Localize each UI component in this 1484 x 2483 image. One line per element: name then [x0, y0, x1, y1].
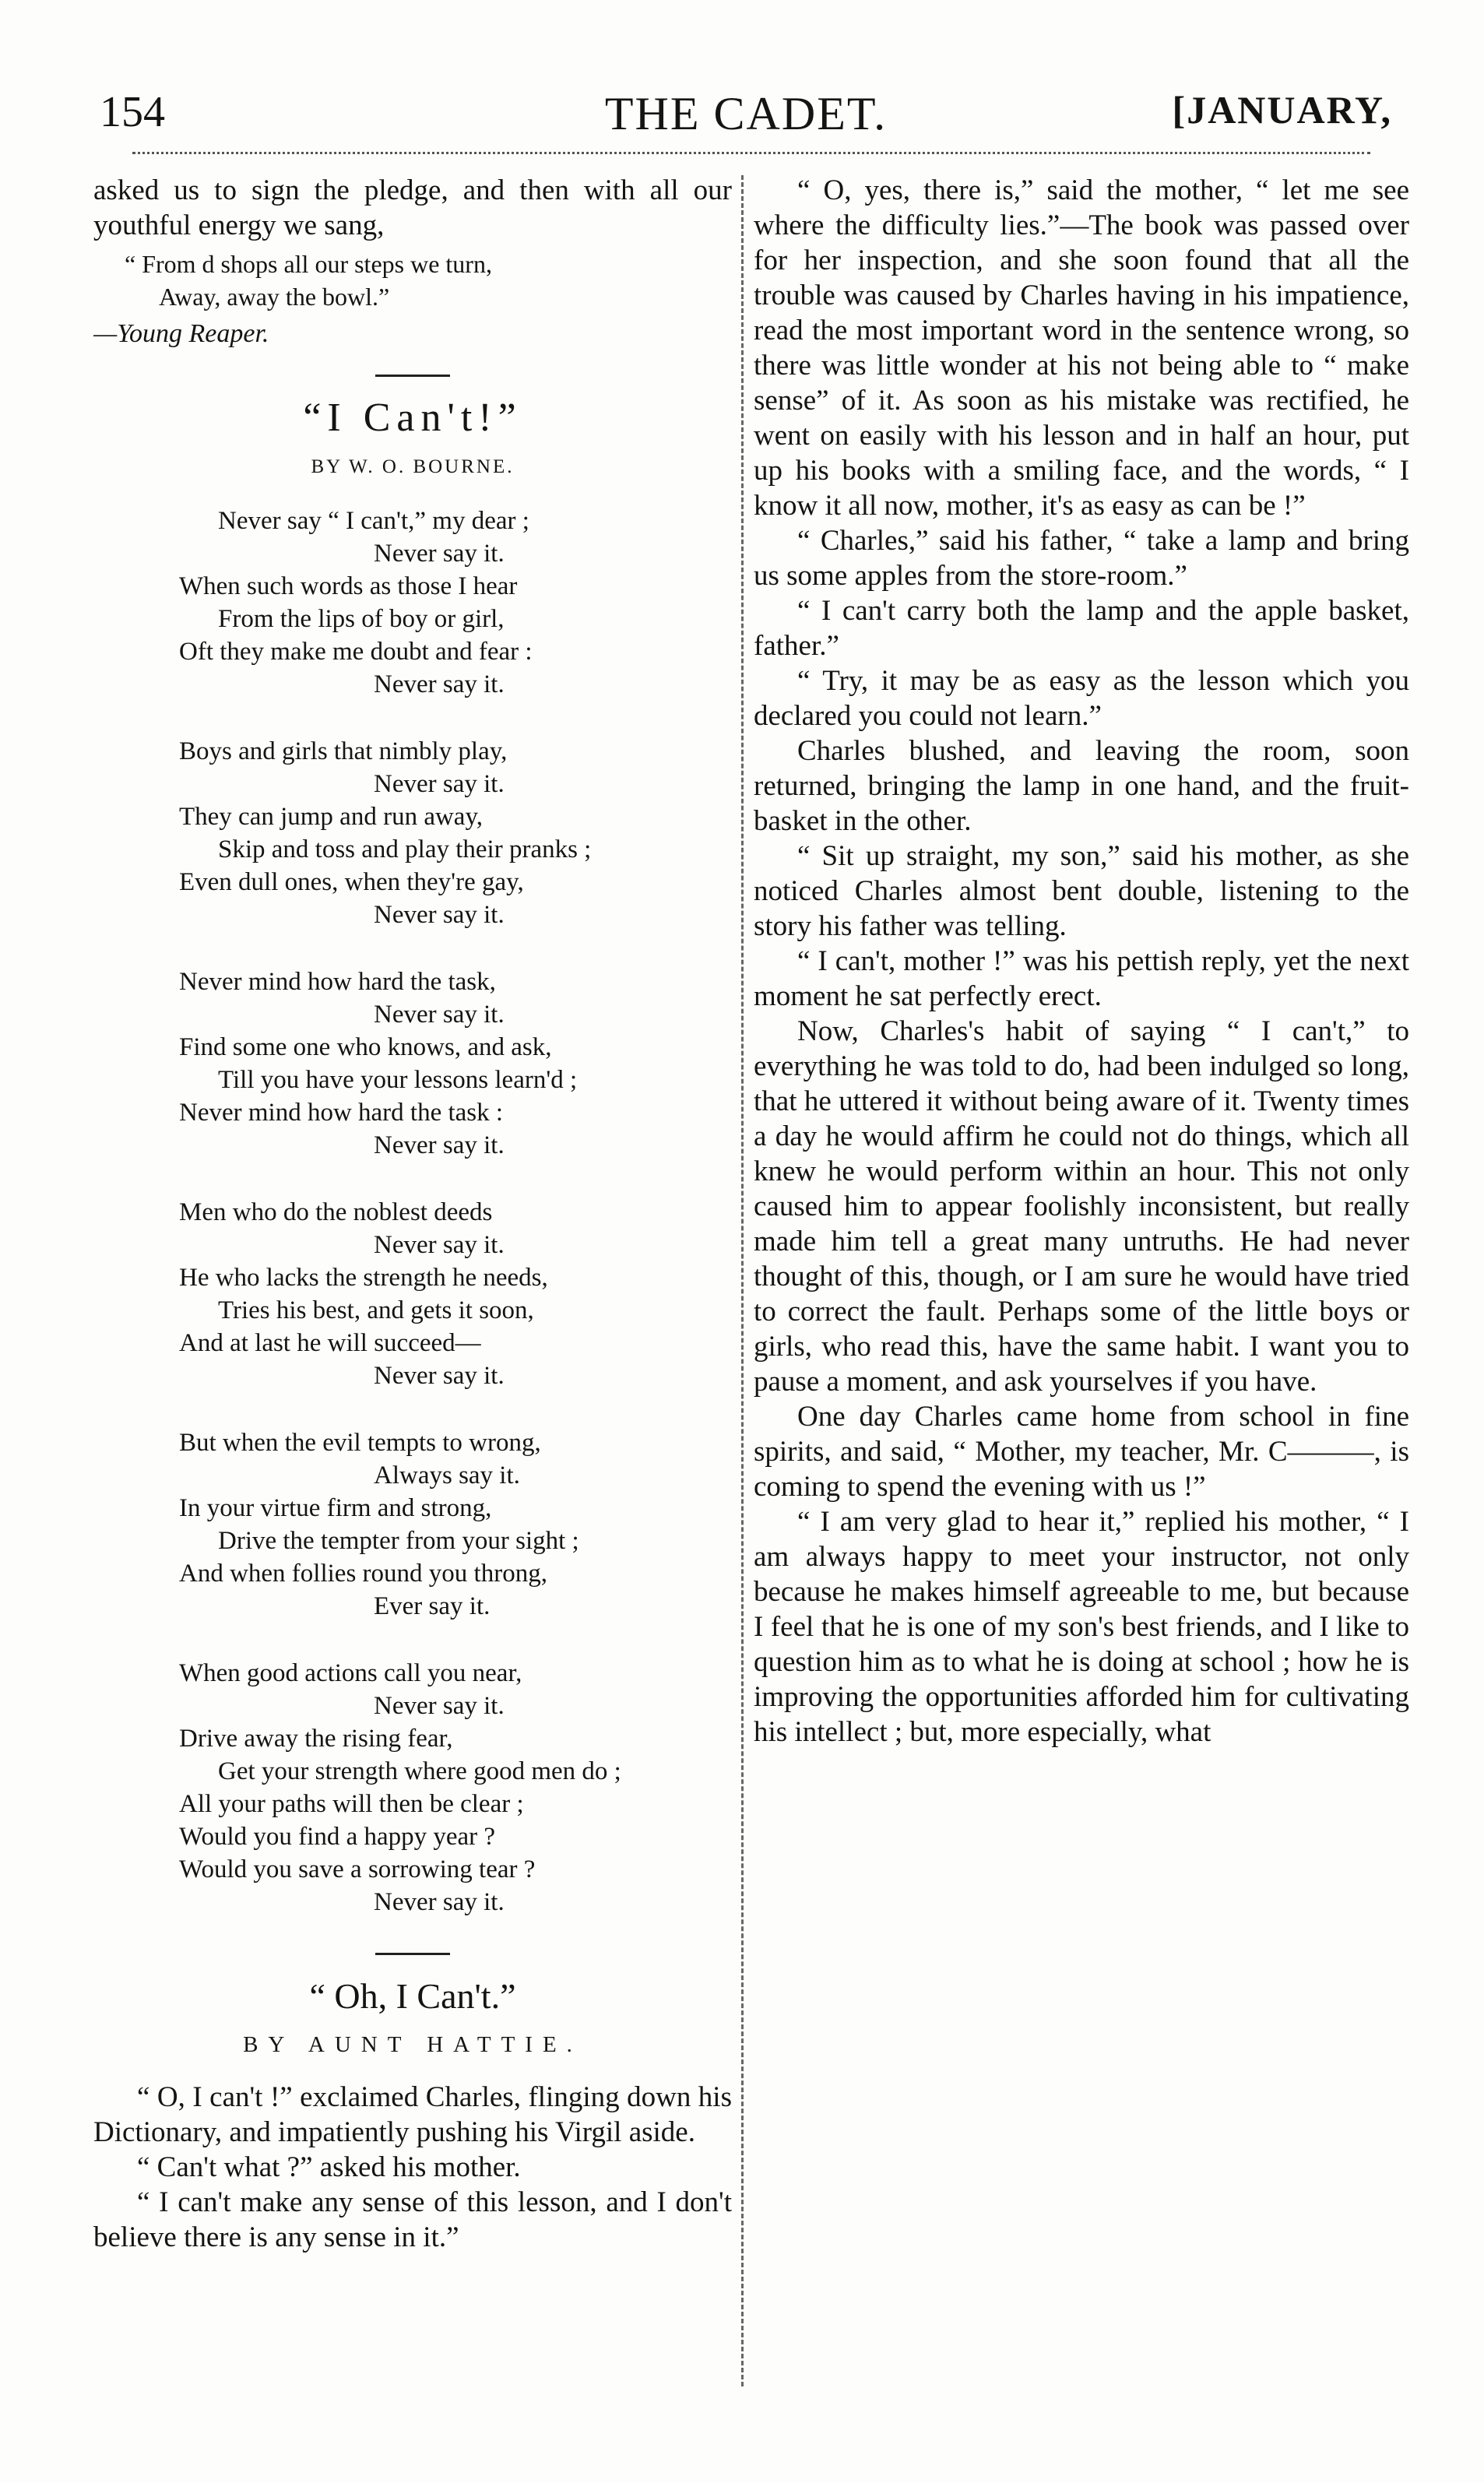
poem-line: They can jump and run away,: [179, 803, 484, 831]
poem-line: Find some one who knows, and ask,: [179, 1033, 552, 1061]
poem-line: When good actions call you near,: [179, 1659, 522, 1687]
poem-stanza: [179, 735, 709, 931]
story-paragraph: “ O, I can't !” exclaimed Charles, flinging down his Dictionary, and impatiently pushing his Virgil aside.: [93, 2081, 732, 2148]
story-paragraph: “ Charles,” said his father, “ take a lamp and bring us some apples from the store-room.”: [754, 525, 1409, 592]
poem-line: Boys and girls that nimbly play,: [179, 737, 508, 765]
poem-line: Get your strength where good men do ;: [218, 1757, 621, 1785]
story-paragraph: “ Try, it may be as easy as the lesson which you declared you could not learn.”: [754, 665, 1409, 732]
poem-line: Would you save a sorrowing tear ?: [179, 1855, 536, 1883]
poem-line: Never mind how hard the task :: [179, 1099, 504, 1127]
story-paragraph: “ Can't what ?” asked his mother.: [137, 2151, 521, 2183]
page-header: [100, 87, 1392, 157]
story-byline: BY AUNT HATTIE.: [243, 2032, 582, 2057]
poem-line: Always say it.: [374, 1461, 520, 1489]
left-column: [93, 173, 732, 2400]
poem-line: Skip and toss and play their pranks ;: [218, 835, 592, 863]
poem-line: Never say it.: [374, 1692, 505, 1720]
poem-line: Would you find a happy year ?: [179, 1823, 496, 1851]
poem-line: And when follies round you throng,: [179, 1560, 547, 1588]
poem-line: Drive away the rising fear,: [179, 1725, 453, 1753]
right-column: [754, 173, 1409, 2400]
section-rule: [375, 375, 450, 377]
poem-line: Never say it.: [374, 670, 505, 698]
story-paragraph: “ I am very glad to hear it,” replied his mother, “ I am always happy to meet your instructor, not only because he makes himself agreeable to me, but because I feel that he is one of my son's best friends, and I like to question him as to what he is doing at school ; how he is improving the opportunities afforded him for cultivating his intellect ; but, more especially, what: [754, 1506, 1409, 1748]
poem-line: When such words as those I hear: [179, 572, 518, 600]
poem-line: Tries his best, and gets it soon,: [218, 1296, 534, 1324]
poem-stanza: [179, 1196, 709, 1392]
poem-line: Men who do the noblest deeds: [179, 1198, 493, 1226]
poem-line: All your paths will then be clear ;: [179, 1790, 524, 1818]
poem-line: Never say “ I can't,” my dear ;: [218, 507, 529, 535]
poem-line: Never say it.: [374, 1888, 505, 1916]
poem-stanza: [179, 1426, 709, 1623]
issue-month: [JANUARY,: [1172, 88, 1392, 132]
poem-line: Till you have your lessons learn'd ;: [218, 1066, 578, 1094]
poem-line: Never say it.: [374, 1362, 505, 1390]
story-paragraph: Charles blushed, and leaving the room, soon returned, bringing the lamp in one hand, and the fruit-basket in the other.: [754, 735, 1409, 837]
poem-line: Even dull ones, when they're gay,: [179, 868, 524, 896]
section-rule: [375, 1953, 450, 1955]
poem-line: Never mind how hard the task,: [179, 968, 496, 996]
poem-line: Drive the tempter from your sight ;: [218, 1527, 579, 1555]
poem-line: And at last he will succeed—: [179, 1329, 481, 1357]
story-paragraph: “ I can't make any sense of this lesson, and I don't believe there is any sense in it.”: [93, 2186, 732, 2253]
poem-stanza: [179, 1657, 709, 1919]
poem-byline: BY W. O. BOURNE.: [311, 456, 515, 477]
story-paragraph: Now, Charles's habit of saying “ I can't,” to everything he was told to do, had been indulged so long, that he uttered it without being aware of it. Twenty times a day he would affirm he could not do things, which all knew he would perform within an hour. This not only caused him to appear foolishly inconsistent, but really made him tell a great many untruths. He had never thought of this, though, or I am sure he would have tried to correct the fault. Perhaps some of the little boys or girls, who read this, have the same habit. I want you to pause a moment, and ask yourselves if you have.: [754, 1015, 1409, 1398]
journal-title: THE CADET.: [604, 88, 888, 139]
story-paragraph: “ O, yes, there is,” said the mother, “ let me see where the difficulty lies.”—The book was passed over for her inspection, and she soon found that all the trouble was caused by Charles having in his impatience, read the most important word in the sentence wrong, so there was little wonder at his not being able to “ make sense” of it. As soon as his mistake was rectified, he went on easily with his lesson and in half an hour, put up his books with a smiling face, and the words, “ I know it all now, mother, it's as easy as can be !”: [754, 174, 1409, 522]
story-title: “ Oh, I Can't.”: [309, 1976, 516, 2016]
quote-source: —Young Reaper.: [93, 319, 269, 348]
quote-line: “ From d shops all our steps we turn,: [125, 250, 492, 278]
poem-line: Ever say it.: [374, 1592, 491, 1620]
poem-line: Never say it.: [374, 1231, 505, 1259]
poem-stanza: [179, 965, 709, 1162]
poem-line: From the lips of boy or girl,: [218, 605, 505, 633]
poem-line: Never say it.: [374, 1001, 505, 1029]
poem-stanza: [179, 505, 709, 701]
poem-line: Never say it.: [374, 901, 505, 929]
poem-line: He who lacks the strength he needs,: [179, 1264, 548, 1292]
pledge-quote: [93, 248, 732, 313]
story-paragraph: One day Charles came home from school in fine spirits, and said, “ Mother, my teacher, Mr. C———, is coming to spend the evening with us !”: [754, 1401, 1409, 1503]
poem-line: Never say it.: [374, 540, 505, 568]
poem-line: But when the evil tempts to wrong,: [179, 1429, 541, 1457]
poem-title: “I Can't!”: [303, 396, 522, 440]
page-number: 154: [100, 88, 165, 136]
story-paragraph: “ Sit up straight, my son,” said his mother, as she noticed Charles almost bent double, listening to the story his father was telling.: [754, 840, 1409, 942]
header-rule: [132, 152, 1370, 154]
poem-line: Never say it.: [374, 1131, 505, 1159]
column-divider: [741, 175, 744, 2386]
poem-line: In your virtue firm and strong,: [179, 1494, 492, 1522]
continuation-text: asked us to sign the pledge, and then with all our youthful energy we sang,: [93, 174, 732, 241]
poem-body: [179, 505, 709, 1919]
story-paragraph: “ I can't carry both the lamp and the apple basket, father.”: [754, 595, 1409, 662]
poem-line: Never say it.: [374, 770, 505, 798]
story-paragraph: “ I can't, mother !” was his pettish reply, yet the next moment he sat perfectly erect.: [754, 945, 1409, 1012]
quote-line: Away, away the bowl.”: [159, 283, 390, 311]
poem-line: Oft they make me doubt and fear :: [179, 638, 533, 666]
